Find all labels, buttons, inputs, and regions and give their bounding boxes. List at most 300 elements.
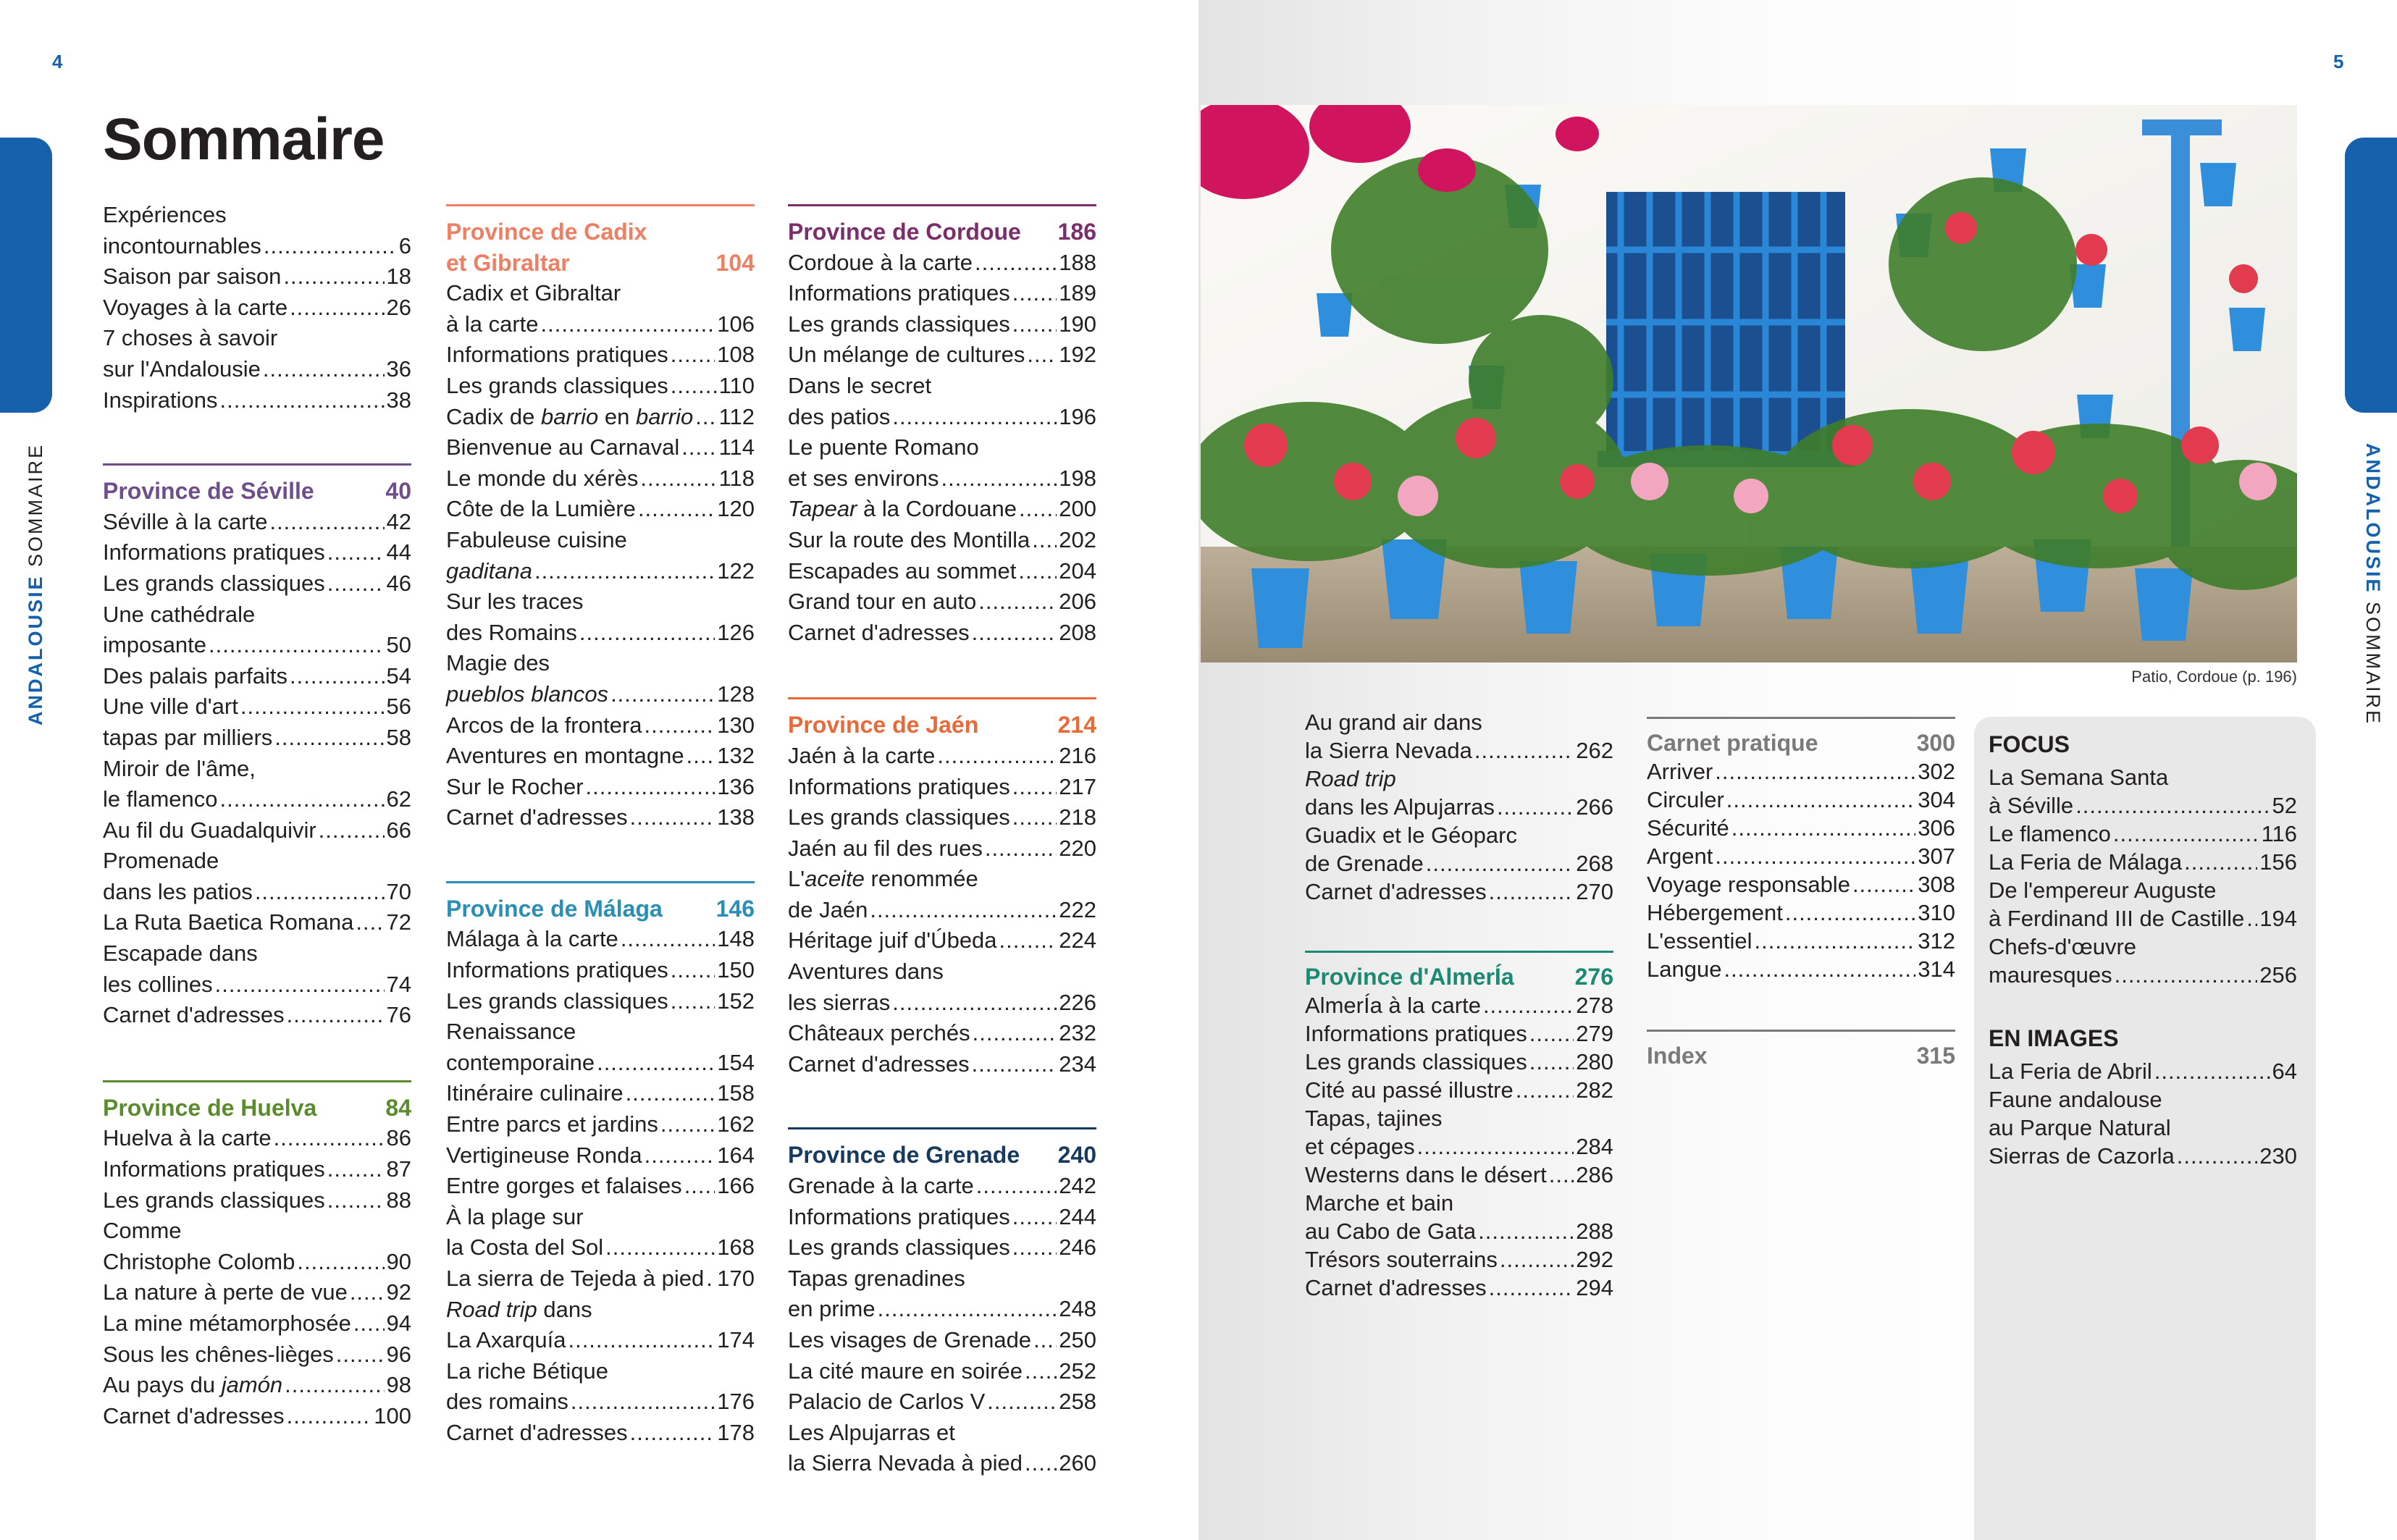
dot-leader [1478,1217,1574,1245]
toc-entry[interactable] [446,1263,755,1295]
toc-entry[interactable] [1989,933,2297,989]
toc-entry-page: 222 [1059,896,1096,922]
dot-leader [597,1048,715,1079]
toc-entry[interactable] [788,525,1096,556]
toc-entry-title: la Costa del Sol [446,1234,604,1261]
toc-entry[interactable] [788,371,1096,432]
toc-entry-title: en prime [788,1296,876,1322]
toc-entry[interactable] [788,802,1096,833]
dot-leader [695,402,716,433]
dot-leader [1012,1202,1057,1233]
toc-entry[interactable] [788,618,1096,649]
toc-entry[interactable] [1647,927,1955,955]
toc-entry[interactable] [1989,763,2297,820]
section-heading[interactable] [1647,729,1955,757]
toc-entry[interactable] [1989,1057,2297,1085]
toc-entry-page: 208 [1059,619,1096,645]
toc-entry-page: 244 [1059,1203,1096,1229]
toc-entry-title-line: Escapade dans [103,941,258,967]
toc-entry-title: Les grands classiques [1305,1049,1527,1074]
toc-entry-title: Saison par saison [103,264,282,290]
toc-entry-title: Informations pratiques [103,539,325,565]
toc-entry[interactable] [788,833,1096,864]
toc-entry-title: sur l'Andalousie [103,355,261,382]
toc-entry[interactable] [1305,878,1613,906]
toc-entry[interactable] [103,1154,411,1185]
dot-leader [671,986,715,1017]
toc-entry-page: 220 [1059,835,1096,861]
toc-entry-title: incontournables [103,232,261,258]
toc-entry-page: 174 [717,1327,755,1353]
toc-entry-page: 216 [1059,742,1096,768]
toc-entry[interactable] [103,599,411,661]
entries-jaen [788,741,1096,1080]
toc-entry-title: Trésors souterrains [1305,1247,1498,1272]
toc-entry[interactable] [788,309,1096,340]
toc-entry[interactable] [788,1387,1096,1418]
toc-entry-title: La sierra de Tejeda à pied [446,1266,705,1291]
toc-entry[interactable] [1305,1161,1613,1189]
toc-entry[interactable] [788,1202,1096,1233]
dot-leader [1018,556,1057,587]
section-heading[interactable] [1305,963,1613,991]
toc-entry[interactable] [1647,955,1955,983]
toc-entry-title: Sur la route des Montilla [788,526,1030,552]
entries-cordoue [788,248,1096,649]
toc-entry-page: 36 [386,355,411,382]
toc-entry[interactable] [788,1325,1096,1356]
toc-entry[interactable] [446,802,755,833]
toc-entry-title-line: La riche Bétique [446,1358,609,1384]
toc-entry[interactable] [788,772,1096,803]
toc-entry-title: les collines [103,971,213,997]
toc-entry[interactable] [446,1171,755,1202]
dot-leader [327,537,385,568]
toc-entry[interactable] [788,741,1096,772]
toc-entry[interactable] [1989,1085,2297,1170]
toc-entry-title: Carnet d'adresses [446,1419,628,1445]
dot-leader [1483,991,1574,1019]
toc-entry[interactable] [446,525,755,586]
toc-entry-page: 106 [717,311,755,337]
toc-entry[interactable] [103,293,411,324]
dot-leader [1852,870,1915,899]
toc-entry-title: des romains [446,1389,568,1415]
section-seville [103,463,411,1031]
toc-entry-title: Voyage responsable [1647,872,1850,897]
toc-entry[interactable] [446,1078,755,1109]
toc-entry-title-line: Cadix et Gibraltar [446,280,621,306]
toc-entry-page: 314 [1918,956,1955,982]
dot-leader [1025,1356,1057,1387]
section-name: Carnet pratique [1647,730,1818,756]
toc-entry[interactable] [788,956,1096,1018]
toc-entry-page: 246 [1059,1234,1096,1261]
entries-seville [103,507,411,1031]
toc-entry[interactable] [1305,821,1613,878]
toc-entry[interactable] [103,661,411,692]
dot-leader [2113,820,2259,848]
dot-leader [972,1049,1057,1080]
dot-leader [287,1000,385,1031]
toc-entry-page: 158 [717,1080,755,1106]
toc-entry[interactable] [103,385,411,416]
toc-entry[interactable] [1989,876,2297,933]
toc-entry[interactable] [788,1018,1096,1049]
dot-leader [1785,899,1915,927]
toc-entry-title-line: Aventures dans [788,959,944,985]
toc-entry[interactable] [103,200,411,261]
toc-entry-title: Informations pratiques [788,773,1010,799]
toc-entry-page: 306 [1918,815,1955,841]
dot-leader [621,924,715,955]
toc-entry[interactable] [103,1401,411,1432]
dot-leader [1497,793,1574,821]
toc-entry-title: La nature à perte de vue [103,1279,348,1305]
section-page: 300 [1916,730,1955,756]
toc-entry-title: imposante [103,632,207,658]
toc-entry[interactable] [1305,1189,1613,1245]
toc-entry-page: 150 [717,957,755,983]
toc-entry-title: à Séville [1989,793,2074,818]
page-title: Sommaire [103,106,385,172]
section-heading[interactable] [1647,1042,1955,1070]
dot-leader [1417,1132,1574,1161]
toc-entry-title-line: Road trip dans [446,1296,592,1322]
toc-entry-title: Carnet d'adresses [446,804,628,830]
entries-focus [1989,763,2297,989]
toc-entry-page: 152 [717,988,755,1014]
toc-entry-page: 204 [1059,557,1096,584]
dot-leader [973,1018,1057,1049]
dot-leader [610,679,715,710]
toc-entry[interactable] [1305,1019,1613,1048]
toc-entry[interactable] [788,586,1096,618]
toc-entry[interactable] [788,1232,1096,1263]
toc-entry[interactable] [446,1140,755,1171]
toc-entry[interactable] [1305,1245,1613,1274]
toc-entry-page: 94 [386,1310,411,1336]
toc-entry[interactable] [788,340,1096,371]
toc-entry-title-line: Au grand air dans [1305,710,1482,735]
section-page: 276 [1574,964,1613,990]
toc-entry-page: 74 [386,971,411,997]
toc-entry[interactable] [1305,1274,1613,1302]
toc-entry-page: 154 [717,1049,755,1075]
section-page: 315 [1916,1043,1955,1069]
toc-entry-page: 312 [1918,928,1955,954]
toc-entry[interactable] [788,1263,1096,1325]
section-page: 104 [715,249,755,276]
toc-entry-title-line: À la plage sur [446,1203,584,1229]
toc-entry[interactable] [1305,991,1613,1019]
dot-leader [645,710,715,741]
toc-entry[interactable] [446,340,755,371]
toc-entry[interactable] [103,537,411,568]
toc-entry-title: La Feria de Málaga [1989,849,2183,875]
toc-entry[interactable] [446,432,755,463]
toc-entry-title: et ses environs [788,465,939,491]
toc-entry[interactable] [1305,1048,1613,1076]
toc-entry-title: Argent [1647,843,1713,869]
dot-leader [1025,1448,1057,1479]
dot-leader [1715,842,1915,870]
toc-entry-title: Entre gorges et falaises [446,1173,682,1199]
toc-entry[interactable] [103,846,411,907]
section-page: 186 [1057,219,1096,245]
toc-entry-title: Héritage juif d'Úbeda [788,927,997,954]
toc-entry[interactable] [446,1418,755,1449]
toc-entry[interactable] [788,1049,1096,1080]
toc-entry-title: Carnet d'adresses [788,1051,970,1077]
dot-leader [870,895,1057,926]
entries-intro [103,200,411,416]
toc-entry[interactable] [446,710,755,741]
toc-entry[interactable] [446,494,755,525]
toc-entry-title: à la carte [446,311,539,337]
toc-entry[interactable] [103,1123,411,1154]
toc-entry[interactable] [446,924,755,955]
toc-column-4 [1305,708,1613,1354]
toc-entry[interactable] [103,1216,411,1277]
dot-leader [568,1325,715,1356]
toc-entry-page: 90 [386,1248,411,1274]
section-heading[interactable] [446,216,755,278]
toc-entry[interactable] [103,323,411,384]
toc-entry[interactable] [1647,786,1955,814]
toc-entry-title: Informations pratiques [103,1156,325,1182]
dot-leader [283,261,384,293]
toc-entry-page: 234 [1059,1051,1096,1077]
toc-entry-title: Cordoue à la carte [788,249,973,275]
toc-entry-page: 266 [1576,794,1613,820]
toc-entry-page: 87 [386,1156,411,1182]
toc-entry-page: 132 [717,743,755,769]
toc-entry[interactable] [446,1109,755,1140]
toc-entry-page: 206 [1059,589,1096,615]
dot-leader [671,955,715,986]
toc-entry-page: 248 [1059,1296,1096,1322]
toc-entry-title: Sierras de Cazorla [1989,1143,2175,1169]
section-heading[interactable] [788,216,1096,248]
toc-entry[interactable] [446,463,755,495]
section-page: 40 [385,478,411,505]
section-heading[interactable] [788,1140,1096,1171]
toc-entry-page: 200 [1059,496,1096,522]
dot-leader [274,723,384,754]
toc-entry-title: Huelva à la carte [103,1125,272,1151]
toc-entry-page: 108 [717,342,755,368]
toc-entry-title: Entre parcs et jardins [446,1111,658,1137]
toc-entry-page: 218 [1059,804,1096,830]
dot-leader [264,231,397,262]
toc-entry-page: 100 [374,1402,411,1429]
toc-entry-title: Aventures en montagne [446,743,684,769]
toc-entry[interactable] [103,1277,411,1308]
toc-entry[interactable] [446,1017,755,1078]
dot-leader [1012,1232,1057,1263]
toc-entry[interactable] [446,371,755,402]
toc-entry[interactable] [1305,1076,1613,1104]
toc-entry-title: mauresques [1989,962,2112,988]
dot-leader [2184,848,2257,876]
toc-entry[interactable] [1989,848,2297,876]
dot-leader [215,969,385,1001]
toc-entry-page: 262 [1576,738,1613,763]
dot-leader [240,691,385,723]
section-heading[interactable] [103,476,411,507]
toc-entry-title: Des palais parfaits [103,662,288,689]
toc-entry-page: 230 [2259,1143,2297,1169]
toc-entry[interactable] [1647,757,1955,786]
toc-column-5 [1647,717,1955,1122]
toc-entry[interactable] [788,864,1096,925]
toc-entry[interactable] [446,986,755,1017]
toc-entry[interactable] [446,648,755,710]
dot-leader [605,1232,715,1263]
toc-entry-title: Les grands classiques [103,570,325,596]
toc-entry[interactable] [103,568,411,599]
toc-entry-title: Carnet d'adresses [103,1002,285,1028]
toc-entry[interactable] [103,1185,411,1216]
side-tab-right [2345,138,2397,413]
toc-entry[interactable] [1989,820,2297,848]
toc-entry[interactable] [446,741,755,772]
section-name: Province de Grenade [788,1142,1020,1169]
toc-entry-page: 232 [1059,1020,1096,1046]
dot-leader [671,340,715,371]
toc-entry[interactable] [103,907,411,938]
toc-entry-title: Itinéraire culinaire [446,1080,624,1106]
toc-entry-page: 130 [717,712,755,738]
toc-entry-title: La cité maure en soirée [788,1358,1023,1384]
toc-entry[interactable] [1647,870,1955,899]
toc-entry[interactable] [446,955,755,986]
toc-entry-title: Une ville d'art [103,694,238,720]
toc-entry-page: 148 [717,926,755,952]
toc-entry-page: 166 [717,1173,755,1199]
section-name: Province d'AlmerÍa [1305,964,1514,990]
toc-entry[interactable] [103,815,411,846]
toc-entry-title: dans les patios [103,878,253,904]
toc-entry-title: AlmerÍa à la carte [1305,993,1481,1018]
toc-entry[interactable] [788,925,1096,956]
toc-entry[interactable] [1305,708,1613,765]
section-heading[interactable] [788,710,1096,741]
dot-leader [290,293,384,324]
toc-entry[interactable] [788,1418,1096,1479]
toc-entry[interactable] [446,1356,755,1418]
toc-entry[interactable] [103,723,411,754]
toc-entry[interactable] [446,772,755,803]
toc-entry[interactable] [103,261,411,293]
toc-entry-page: 192 [1059,342,1096,368]
toc-entry[interactable] [1305,1104,1613,1161]
toc-entry-page: 156 [2259,849,2297,875]
toc-entry-page: 122 [717,557,755,584]
dot-leader [975,248,1057,279]
toc-entry-title: Cité au passé illustre [1305,1077,1514,1103]
toc-entry[interactable] [788,1356,1096,1387]
toc-entry[interactable] [788,1171,1096,1202]
toc-entry[interactable] [446,278,755,340]
toc-entry[interactable] [103,1308,411,1339]
toc-entry[interactable] [1305,765,1613,821]
toc-entry[interactable] [103,1000,411,1031]
toc-entry-title: Les grands classiques [788,804,1010,830]
dot-leader [220,385,385,416]
toc-entry-page: 138 [717,804,755,830]
toc-entry-title-line: Les Alpujarras et [788,1419,955,1445]
toc-entry-title: La Feria de Abril [1989,1059,2152,1084]
toc-entry-title: dans les Alpujarras [1305,794,1495,820]
section-cordoue [788,204,1096,648]
toc-entry[interactable] [103,1370,411,1401]
toc-entry-title: Les grands classiques [788,311,1010,337]
toc-entry-title: Inspirations [103,387,218,413]
toc-entry[interactable] [788,432,1096,494]
toc-entry-title-line: Chefs-d'œuvre [1989,934,2137,959]
toc-entry[interactable] [446,586,755,648]
toc-entry[interactable] [446,402,755,433]
toc-entry[interactable] [1647,842,1955,870]
toc-entry-title: Sur le Rocher [446,773,584,799]
dot-leader [287,1401,372,1432]
toc-entry-page: 26 [386,294,411,320]
toc-entry[interactable] [788,556,1096,587]
dot-leader [999,925,1057,956]
toc-entry[interactable] [1647,814,1955,842]
toc-entry-title-line: Le puente Romano [788,434,979,460]
toc-entry-page: 282 [1576,1077,1613,1103]
toc-entry[interactable] [103,938,411,1000]
toc-entry[interactable] [788,278,1096,309]
toc-entry-title: Westerns dans le désert [1305,1162,1547,1187]
section-heading[interactable] [446,893,755,925]
toc-entry-title: Carnet d'adresses [1305,1275,1487,1300]
section-name-line-2: et Gibraltar [446,249,570,276]
dot-leader [941,463,1057,495]
toc-entry-title: Circuler [1647,787,1724,812]
toc-entry[interactable] [103,507,411,538]
toc-entry-title: de Grenade [1305,851,1424,876]
toc-entry-title: Sous les chênes-lièges [103,1341,334,1367]
section-page: 84 [385,1094,411,1121]
toc-entry-title-line: Sur les traces [446,589,584,615]
patio-photo [1201,105,2297,662]
toc-entry[interactable] [446,1202,755,1263]
toc-entry[interactable] [1647,899,1955,927]
toc-entry[interactable] [788,494,1096,525]
toc-entry[interactable] [103,691,411,723]
section-heading[interactable] [103,1093,411,1124]
toc-entry[interactable] [788,248,1096,279]
toc-entry-page: 62 [386,786,411,812]
dot-leader [987,1387,1057,1418]
toc-entry-page: 58 [386,724,411,750]
toc-entry-title-line: La Semana Santa [1989,765,2169,790]
toc-entry-title-line: Comme [103,1218,182,1244]
toc-entry-page: 98 [386,1372,411,1398]
toc-entry-title: L'essentiel [1647,928,1752,954]
toc-entry[interactable] [103,754,411,815]
toc-entry-page: 260 [1059,1450,1096,1476]
toc-entry-title: Carnet d'adresses [103,1402,285,1429]
toc-entry[interactable] [103,1339,411,1371]
toc-entry-page: 66 [386,817,411,843]
toc-entry-page: 202 [1059,526,1096,552]
toc-entry[interactable] [446,1295,755,1356]
